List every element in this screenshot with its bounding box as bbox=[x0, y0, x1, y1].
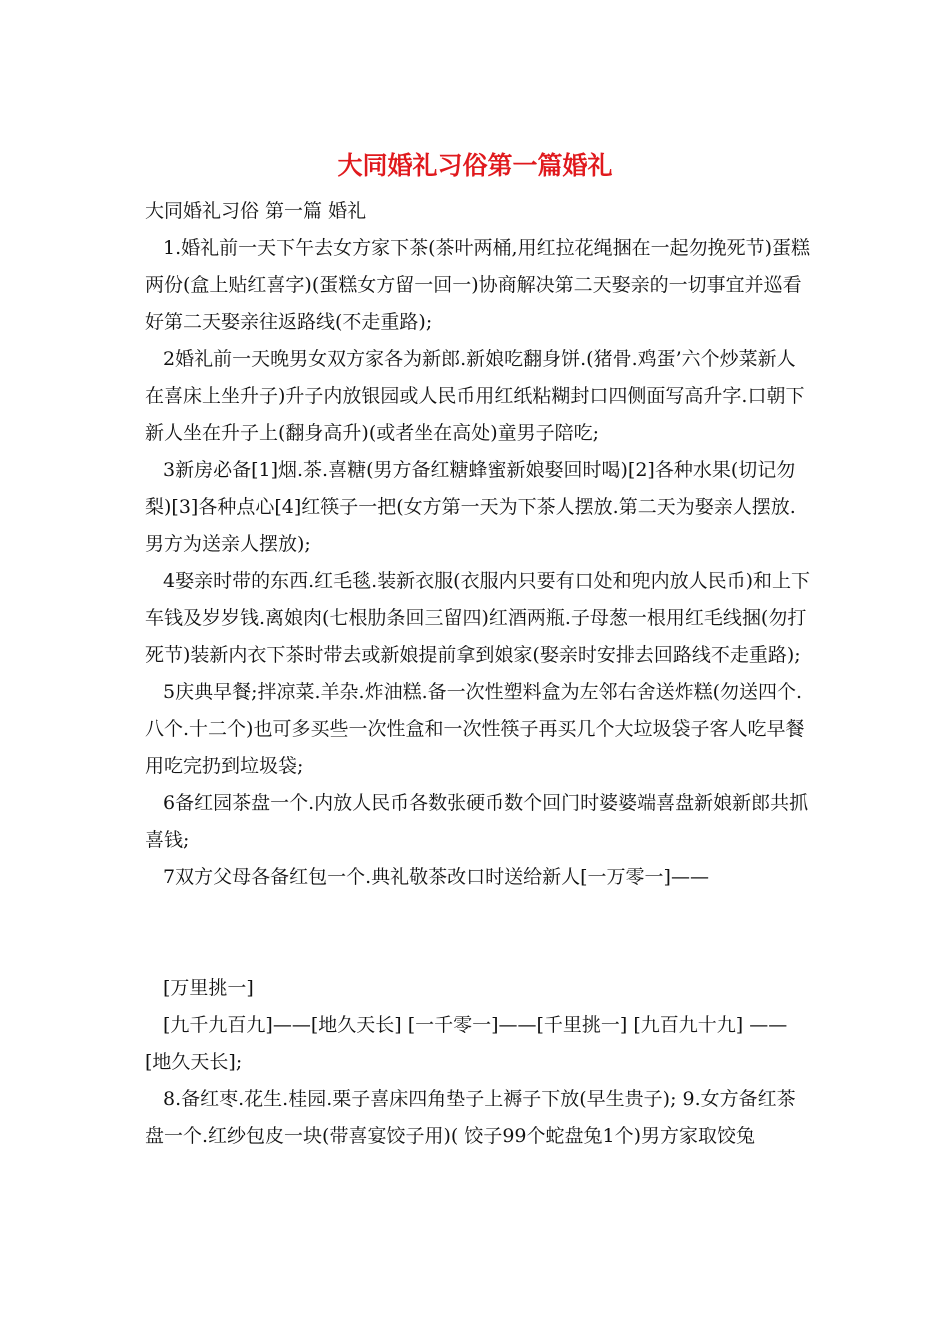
paragraph-1: 1.婚礼前一天下午去女方家下茶(茶叶两桶,用红拉花绳捆在一起勿挽死节)蛋糕两份(盒上贴红喜字)(蛋糕女方留一回一)协商解决第二天娶亲的一切事宜并巡看好第二天娶亲往返路线(不走重路); bbox=[145, 237, 810, 333]
paragraph-6: 6备红园茶盘一个.内放人民币各数张硬币数个回门时婆婆端喜盘新娘新郎共抓喜钱; bbox=[145, 792, 809, 851]
paragraph-2: 2婚礼前一天晚男女双方家各为新郎.新娘吃翻身饼.(猪骨.鸡蛋’六个炒菜新人在喜床上坐升子)升子内放银园或人民币用红纸粘糊封口四侧面写高升字.口朝下新人坐在升子上(翻身高升)(或者坐在高处)童男子陪吃; bbox=[145, 348, 805, 444]
document-body bbox=[145, 193, 810, 1155]
paragraph-5: 5庆典早餐;拌凉菜.羊杂.炸油糕.备一次性塑料盒为左邻右舍送炸糕(勿送四个.八个.十二个)也可多买些一次性盒和一次性筷子再买几个大垃圾袋子客人吃早餐用吃完扔到垃圾袋; bbox=[145, 681, 805, 777]
paragraph-4: 4娶亲时带的东西.红毛毯.装新衣服(衣服内只要有口处和兜内放人民币)和上下车钱及岁岁钱.离娘肉(七根肋条回三留四)红酒两瓶.子母葱一根用红毛线捆(勿打死节)装新内衣下茶时带去或新娘提前拿到娘家(娶亲时安排去回路线不走重路); bbox=[145, 570, 810, 666]
paragraph-8: [万里挑一] bbox=[163, 977, 254, 999]
blank-gap bbox=[145, 896, 810, 970]
paragraph-10: 8.备红枣.花生.桂园.栗子喜床四角垫子上褥子下放(早生贵子); 9.女方备红茶盘一个.红纱包皮一块(带喜宴饺子用)( 饺子99个蛇盘兔1个)男方家取饺兔 bbox=[145, 1088, 796, 1147]
document-title: 大同婚礼习俗第一篇婚礼 bbox=[337, 151, 613, 180]
paragraph-3: 3新房必备[1]烟.茶.喜糖(男方备红糖蜂蜜新娘娶回时喝)[2]各种水果(切记勿梨)[3]各种点心[4]红筷子一把(女方第一天为下茶人摆放.第二天为娶亲人摆放.男方为送亲人摆放); bbox=[145, 459, 796, 555]
document-subtitle: 大同婚礼习俗 第一篇 婚礼 bbox=[145, 200, 367, 222]
paragraph-9: [九千九百九]——[地久天长] [一千零一]——[千里挑一] [九百九十九] ——[地久天长]; bbox=[145, 1014, 788, 1073]
paragraph-7: 7双方父母各备红包一个.典礼敬茶改口时送给新人[一万零一]—— bbox=[163, 866, 709, 888]
